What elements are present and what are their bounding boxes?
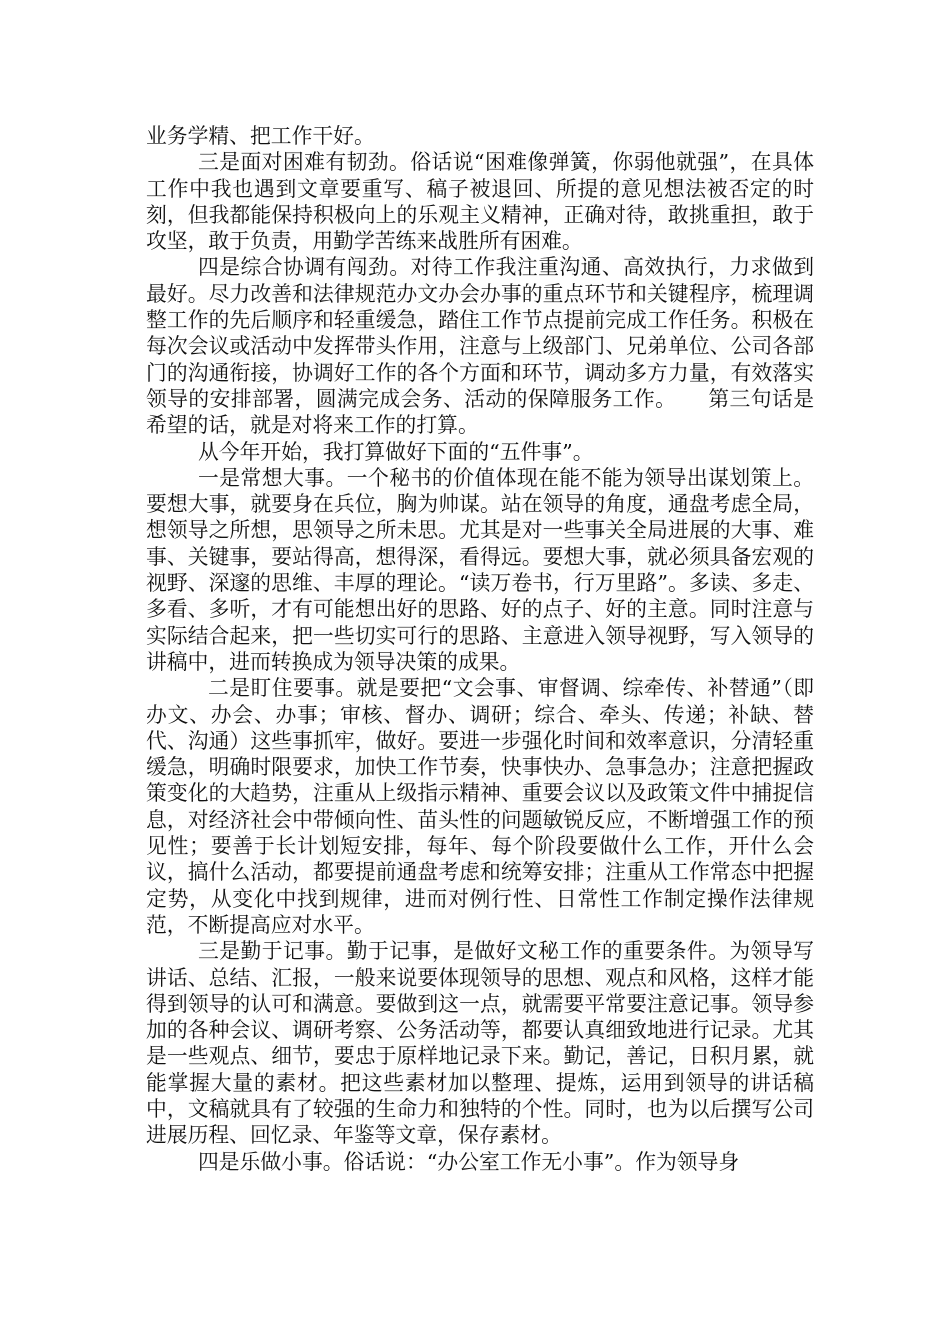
paragraph-4: 从今年开始，我打算做好下面的“五件事”。 [198, 439, 594, 464]
paragraph-6: 二是盯住要事。就是要把“文会事、审督调、综牵传、补替通”（即办文、办会、办事；审核、督办、调研；综合、牵头、传递；补缺、替代、沟通）这些事抓牢，做好。要进一步强化时间和效率意识，分清轻重缓急，明确时限要求，加快工作节奏，快事快办、急事急办；注意把握政策变化的大趋势，注重从上级指示精神、重要会议以及政策文件中捕捉信息，对经济社会中带倾向性、苗头性的问题敏锐反应，不断增强工作的预见性；要善于长计划短安排，每年、每个阶段要做什么工作，开什么会议，搞什么活动，都要提前通盘考虑和统筹安排；注重从工作常态中把握定势，从变化中找到规律，进而对例行性、日常性工作制定操作法律规范，不断提高应对水平。 [146, 676, 814, 937]
paragraph-5: 一是常想大事。一个秘书的价值体现在能不能为领导出谋划策上。要想大事，就要身在兵位，胸为帅谋。站在领导的角度，通盘考虑全局，想领导之所想，思领导之所未思。尤其是对一些事关全局进展的大事、难事、关键事，要站得高，想得深，看得远。要想大事，就必须具备宏观的视野、深邃的思维、丰厚的理论。“读万卷书，行万里路”。多读、多走、多看、多听，才有可能想出好的思路、好的点子、好的主意。同时注意与实际结合起来，把一些切实可行的思路、主意进入领导视野，写入领导的讲稿中，进而转换成为领导决策的成果。 [146, 465, 814, 674]
paragraph-3: 四是综合协调有闯劲。对待工作我注重沟通、高效执行，力求做到最好。尽力改善和法律规范办文办会办事的重点环节和关键程序，梳理调整工作的先后顺序和轻重缓急，踏住工作节点提前完成工作任务。积极在每次会议或活动中发挥带头作用，注意与上级部门、兄弟单位、公司各部门的沟通衔接，协调好工作的各个方面和环节，调动多方力量，有效落实领导的安排部署，圆满完成会务、活动的保障服务工作。 第三句话是希望的话，就是对将来工作的打算。 [146, 255, 814, 438]
paragraph-2: 三是面对困难有韧劲。俗话说“困难像弹簧，你弱他就强”，在具体工作中我也遇到文章要重写、稿子被退回、所提的意见想法被否定的时刻，但我都能保持积极向上的乐观主义精神，正确对待，敢挑重担，敢于攻坚，敢于负责，用勤学苦练来战胜所有困难。 [146, 150, 814, 254]
paragraph-7: 三是勤于记事。勤于记事，是做好文秘工作的重要条件。为领导写讲话、总结、汇报，一般来说要体现领导的思想、观点和风格，这样才能得到领导的认可和满意。要做到这一点，就需要平常要注意记事。领导参加的各种会议、调研考察、公务活动等，都要认真细致地进行记录。尤其是一些观点、细节，要忠于原样地记录下来。勤记，善记，日积月累，就能掌握大量的素材。把这些素材加以整理、提炼，运用到领导的讲话稿中，文稿就具有了较强的生命力和独特的个性。同时，也为以后撰写公司进展历程、回忆录、年鉴等文章，保存素材。 [146, 939, 814, 1148]
document-body [146, 123, 814, 1175]
paragraph-1: 业务学精、把工作干好。 [146, 124, 375, 148]
paragraph-8: 四是乐做小事。俗话说：“办公室工作无小事”。作为领导身 [198, 1149, 740, 1174]
